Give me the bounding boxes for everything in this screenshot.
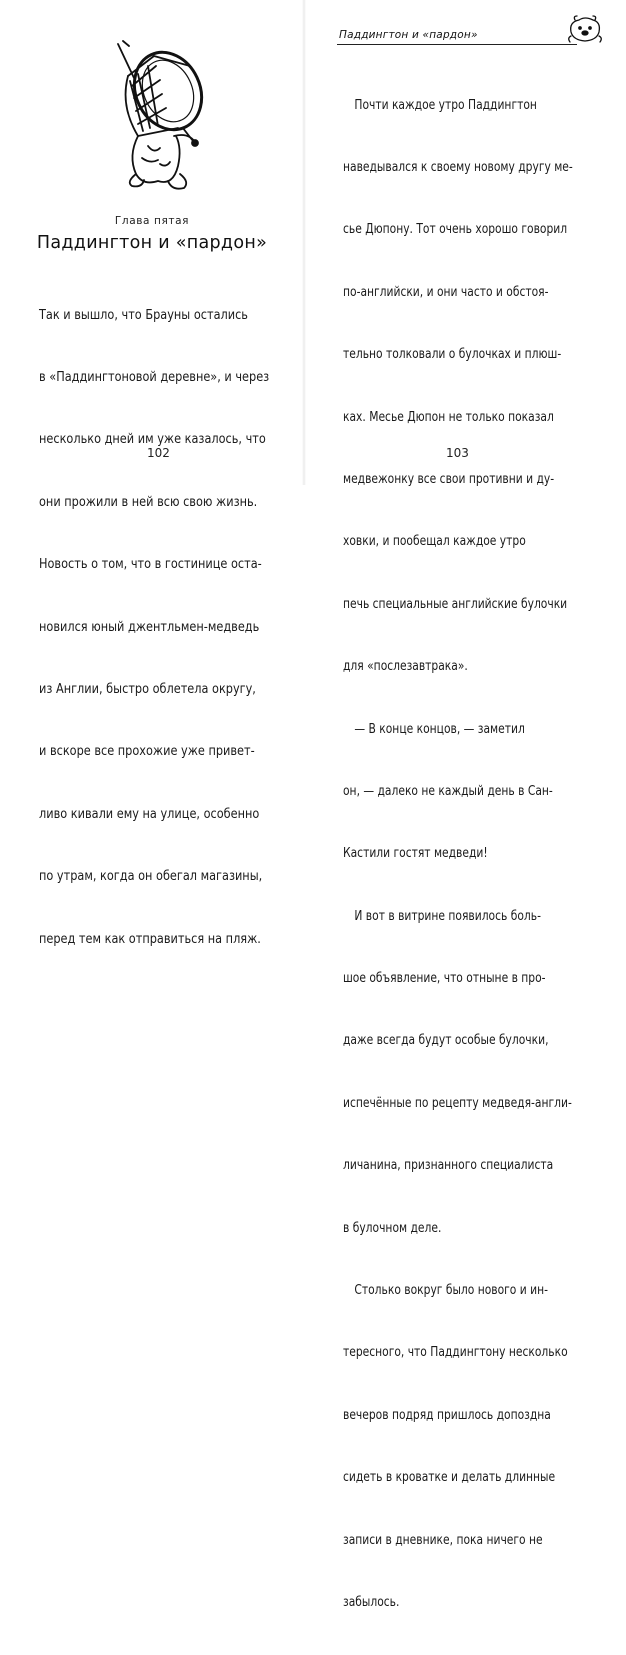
text-line: перед тем как отправиться на пляж. — [39, 931, 261, 947]
text-line: новился юный джентльмен-медведь — [39, 619, 260, 635]
text-line: Новость о том, что в гостинице оста- — [39, 557, 262, 573]
text-line: Так и вышло, что Брауны остались — [39, 307, 248, 323]
text-line: забылось. — [343, 1594, 400, 1610]
text-line: шое объявление, что отныне в про- — [343, 971, 546, 987]
text-line: ховки, и пообещал каждое утро — [343, 534, 526, 550]
bear-with-drum-illustration — [98, 36, 218, 196]
text-line: — В конце концов, — заметил — [354, 721, 525, 737]
text-line: по-английски, и они часто и обстоя- — [343, 284, 549, 300]
text-line: медвежонку все свои противни и ду- — [343, 471, 555, 487]
chapter-title: Паддингтон и «пардон» — [36, 233, 268, 253]
left-page-body — [39, 264, 307, 992]
text-line: сье Дюпону. Тот очень хорошо говорил — [343, 222, 568, 238]
running-head-rule — [337, 44, 577, 45]
right-page-body — [343, 54, 626, 1655]
text-line: записи в дневнике, пока ничего не — [343, 1532, 543, 1548]
text-line: вечеров подряд пришлось допоздна — [343, 1407, 551, 1423]
text-line: испечённые по рецепту медведя-англи- — [343, 1095, 572, 1111]
text-line: наведывался к своему новому другу ме- — [343, 159, 573, 175]
running-head: Паддингтон и «пардон» — [339, 29, 478, 41]
text-line: несколько дней им уже казалось, что — [39, 432, 266, 448]
text-line: в булочном деле. — [343, 1220, 442, 1236]
page-number: 102 — [147, 446, 170, 460]
text-line: тересного, что Паддингтону несколько — [343, 1345, 568, 1361]
right-page — [304, 0, 608, 1610]
text-line: он, — далеко не каждый день в Сан- — [343, 783, 553, 799]
text-line: И вот в витрине появилось боль- — [354, 908, 541, 924]
page-number: 103 — [446, 446, 469, 460]
text-line: Почти каждое утро Паддингтон — [354, 97, 537, 113]
text-line: даже всегда будут особые булочки, — [343, 1033, 549, 1049]
text-line: по утрам, когда он обегал магазины, — [39, 869, 263, 885]
text-line: они прожили в ней всю свою жизнь. — [39, 494, 258, 510]
chapter-label: Глава пятая — [114, 215, 190, 227]
text-line: сидеть в кроватке и делать длинные — [343, 1470, 556, 1486]
text-line: Кастили гостят медведи! — [343, 846, 488, 862]
text-line: печь специальные английские булочки — [343, 596, 568, 612]
text-line: и вскоре все прохожие уже привет- — [39, 744, 255, 760]
text-line: в «Паддингтоновой деревне», и через — [39, 369, 270, 385]
left-page — [0, 0, 304, 947]
text-line: Столько вокруг было нового и ин- — [354, 1283, 549, 1299]
text-line: для «послезавтрака». — [343, 659, 468, 675]
text-line: из Англии, быстро облетела округу, — [39, 681, 256, 697]
bear-head-icon — [567, 14, 603, 44]
text-line: тельно толковали о булочках и плюш- — [343, 347, 562, 363]
text-line: ках. Месье Дюпон не только показал — [343, 409, 554, 425]
text-line: ливо кивали ему на улице, особенно — [39, 806, 260, 822]
text-line: личанина, признанного специалиста — [343, 1158, 554, 1174]
